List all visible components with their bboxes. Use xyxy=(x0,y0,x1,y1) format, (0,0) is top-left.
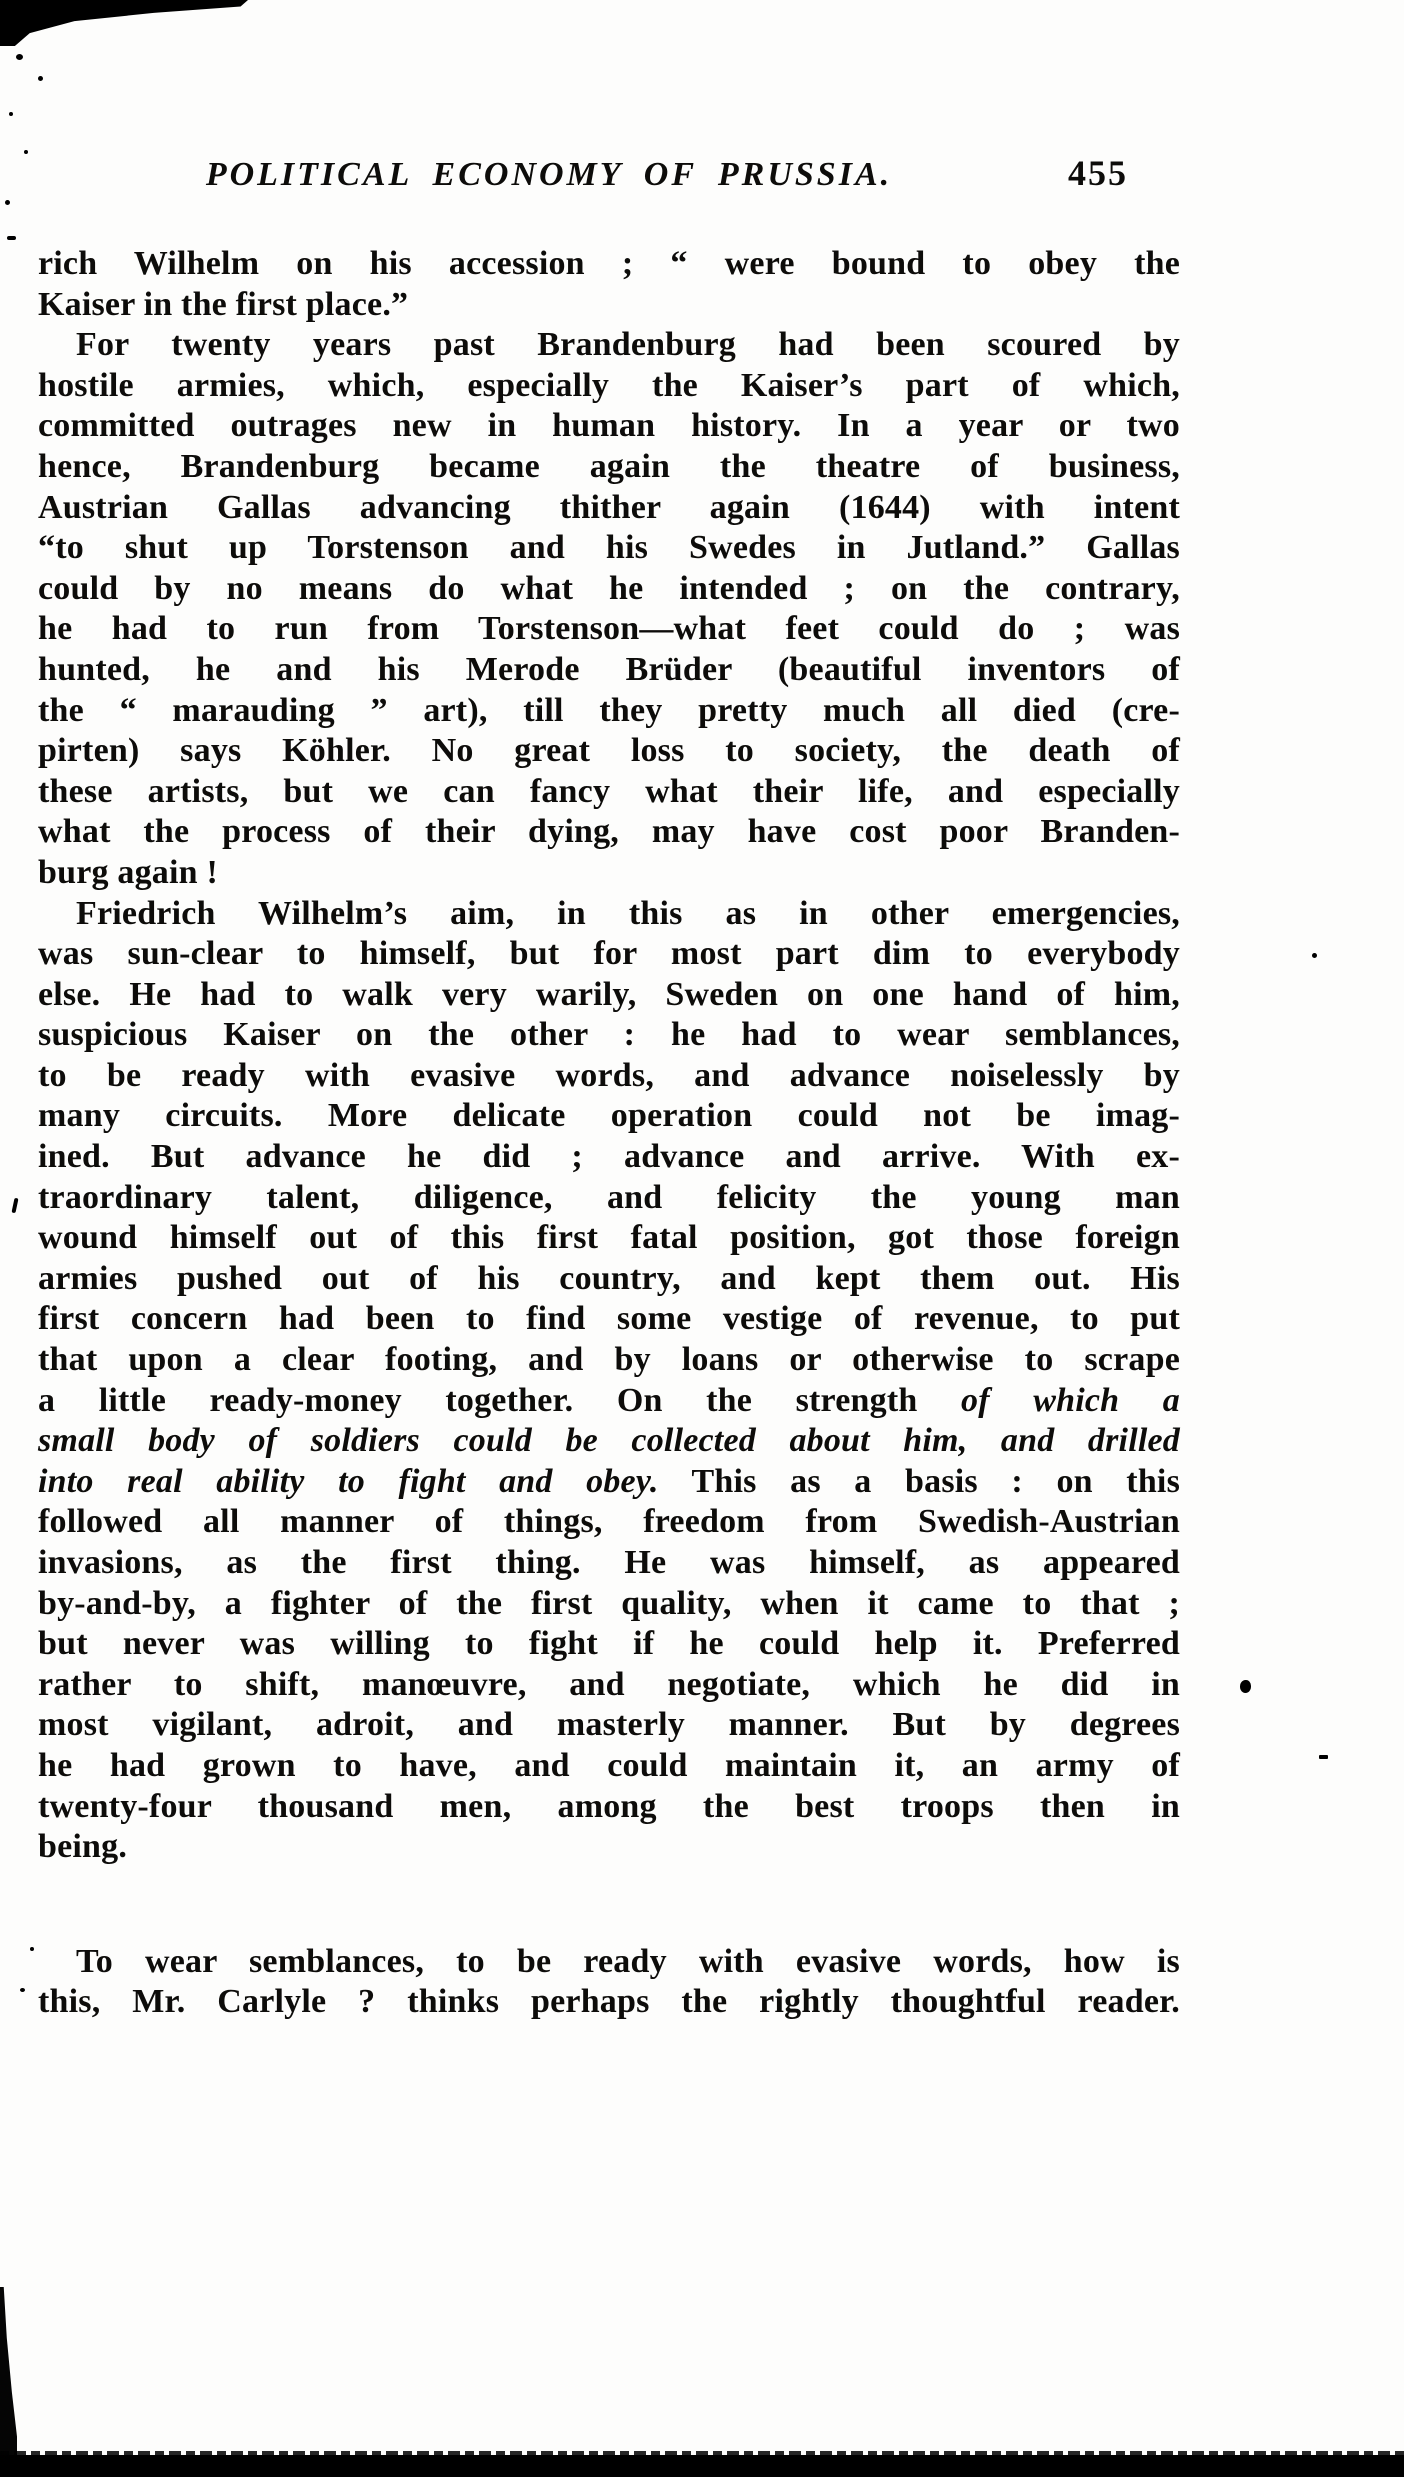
text-segment: what the process of their dying, may have cost poor Branden- xyxy=(38,813,1180,851)
scan-speckle xyxy=(5,200,10,205)
text-line xyxy=(38,691,1180,732)
italic-text-segment: small body of soldiers could be collected about him, and drilled xyxy=(38,1422,1180,1460)
scan-bar-bottom xyxy=(0,2455,1404,2477)
text-line xyxy=(38,285,1180,326)
text-segment: being. xyxy=(38,1828,128,1866)
text-segment: To wear semblances, to be ready with evasive words, how is xyxy=(76,1942,1180,1980)
text-line xyxy=(38,1942,1180,1983)
text-segment: burg again ! xyxy=(38,853,218,891)
text-segment: that upon a clear footing, and by loans or otherwise to scrape xyxy=(38,1341,1180,1379)
text-line xyxy=(38,1787,1180,1828)
text-segment: else. He had to walk very warily, Sweden on one hand of him, xyxy=(38,975,1180,1013)
text-segment: Austrian Gallas advancing thither again (1644) with intent xyxy=(38,488,1180,526)
scan-speckle xyxy=(30,1947,34,1951)
text-segment: hence, Brandenburg became again the theatre of business, xyxy=(38,447,1180,485)
scan-speckle xyxy=(24,150,28,154)
text-line xyxy=(38,1299,1180,1340)
text-line xyxy=(38,772,1180,813)
text-line xyxy=(38,1982,1180,2023)
text-line xyxy=(38,1340,1180,1381)
text-line xyxy=(38,609,1180,650)
text-segment: to be ready with evasive words, and advance noiselessly by xyxy=(38,1056,1180,1094)
text-segment: This as a basis : on this xyxy=(658,1462,1181,1500)
ink-dash xyxy=(1319,1755,1328,1759)
scan-speckle xyxy=(7,236,16,240)
text-line xyxy=(38,1218,1180,1259)
text-line xyxy=(38,650,1180,691)
text-line xyxy=(38,1543,1180,1584)
scan-smudge-top-left xyxy=(0,0,248,46)
text-line xyxy=(38,528,1180,569)
paragraph xyxy=(38,894,1180,1868)
text-segment: but never was willing to fight if he could help it. Preferred xyxy=(38,1625,1180,1663)
text-segment: “to shut up Torstenson and his Swedes in Jutland.” Gallas xyxy=(38,529,1180,567)
text-segment: these artists, but we can fancy what their life, and especially xyxy=(38,772,1180,810)
text-line xyxy=(38,1137,1180,1178)
text-line xyxy=(38,1096,1180,1137)
text-line xyxy=(38,975,1180,1016)
text-line xyxy=(38,1584,1180,1625)
text-segment: first concern had been to find some vestige of revenue, to put xyxy=(38,1300,1180,1338)
text-segment: suspicious Kaiser on the other : he had to wear semblances, xyxy=(38,1016,1180,1054)
text-segment: the “ marauding ” art), till they pretty much all died (cre- xyxy=(38,691,1180,729)
text-line xyxy=(38,853,1180,894)
text-line xyxy=(38,1015,1180,1056)
text-segment: traordinary talent, diligence, and felicity the young man xyxy=(38,1178,1180,1216)
paragraph xyxy=(38,1942,1180,2023)
scan-margin-tick xyxy=(11,1198,18,1214)
text-line xyxy=(38,366,1180,407)
paragraph xyxy=(38,325,1180,893)
running-head xyxy=(38,153,1180,202)
text-block xyxy=(38,244,1180,2023)
text-line xyxy=(38,894,1180,935)
italic-text-segment: of which a xyxy=(961,1381,1180,1419)
text-line xyxy=(38,569,1180,610)
text-line xyxy=(38,447,1180,488)
text-line xyxy=(38,1178,1180,1219)
text-line xyxy=(38,1502,1180,1543)
text-line xyxy=(38,1705,1180,1746)
text-line xyxy=(38,488,1180,529)
text-line xyxy=(38,1624,1180,1665)
text-line xyxy=(38,1462,1180,1503)
page-number: 455 xyxy=(1068,153,1128,193)
text-segment: pirten) says Köhler. No great loss to society, the death of xyxy=(38,732,1180,770)
running-head-title: POLITICAL ECONOMY OF PRUSSIA. xyxy=(205,156,893,193)
text-segment: was sun-clear to himself, but for most part dim to everybody xyxy=(38,935,1180,973)
text-line xyxy=(38,934,1180,975)
text-segment: he had to run from Torstenson—what feet could do ; was xyxy=(38,610,1180,648)
text-segment: followed all manner of things, freedom from Swedish-Austrian xyxy=(38,1503,1180,1541)
text-segment: hunted, he and his Merode Brüder (beautiful inventors of xyxy=(38,650,1180,688)
text-segment: by-and-by, a fighter of the first quality, when it came to that ; xyxy=(38,1584,1180,1622)
text-segment: committed outrages new in human history. In a year or two xyxy=(38,407,1180,445)
italic-text-segment: into real ability to fight and obey. xyxy=(38,1462,659,1500)
paragraph xyxy=(38,244,1180,325)
scan-speckle xyxy=(38,76,43,81)
text-line xyxy=(38,1381,1180,1422)
text-line xyxy=(38,1827,1180,1868)
text-line xyxy=(38,812,1180,853)
scan-speckle xyxy=(1312,953,1317,958)
text-line xyxy=(38,406,1180,447)
text-segment: could by no means do what he intended ; on the contrary, xyxy=(38,569,1180,607)
text-segment: most vigilant, adroit, and masterly manner. But by degrees xyxy=(38,1706,1180,1744)
text-line xyxy=(38,731,1180,772)
text-segment: rich Wilhelm on his accession ; “ were bound to obey the xyxy=(38,245,1180,282)
text-segment: rather to shift, manœuvre, and negotiate, which he did in xyxy=(38,1665,1180,1703)
text-line xyxy=(38,244,1180,285)
text-segment: invasions, as the first thing. He was himself, as appeared xyxy=(38,1544,1180,1581)
text-line xyxy=(38,1259,1180,1300)
scan-speckle xyxy=(20,1988,25,1992)
text-segment: armies pushed out of his country, and kept them out. His xyxy=(38,1259,1180,1297)
text-line xyxy=(38,1421,1180,1462)
text-segment: Friedrich Wilhelm’s aim, in this as in other emergencies, xyxy=(76,894,1180,932)
ink-dot xyxy=(1240,1680,1251,1693)
text-line xyxy=(38,1056,1180,1097)
text-line xyxy=(38,1665,1180,1706)
text-line xyxy=(38,325,1180,366)
text-segment: hostile armies, which, especially the Kaiser’s part of which, xyxy=(38,366,1180,404)
scan-speckle xyxy=(9,112,13,116)
text-segment: this, Mr. Carlyle ? thinks perhaps the rightly thoughtful reader. xyxy=(38,1983,1180,2021)
text-segment: wound himself out of this first fatal position, got those foreign xyxy=(38,1219,1180,1257)
text-segment: ined. But advance he did ; advance and arrive. With ex- xyxy=(38,1138,1180,1176)
text-segment: twenty-four thousand men, among the best troops then in xyxy=(38,1787,1180,1825)
scan-smudge-bottom-left xyxy=(0,2287,17,2457)
text-line xyxy=(38,1746,1180,1787)
text-segment: For twenty years past Brandenburg had been scoured by xyxy=(76,326,1180,364)
text-segment: many circuits. More delicate operation could not be imag- xyxy=(38,1097,1180,1135)
text-segment: he had grown to have, and could maintain it, an army of xyxy=(38,1746,1180,1784)
text-segment: a little ready-money together. On the strength xyxy=(38,1381,961,1419)
scan-speckle xyxy=(16,54,23,60)
text-segment: Kaiser in the first place.” xyxy=(38,285,409,323)
